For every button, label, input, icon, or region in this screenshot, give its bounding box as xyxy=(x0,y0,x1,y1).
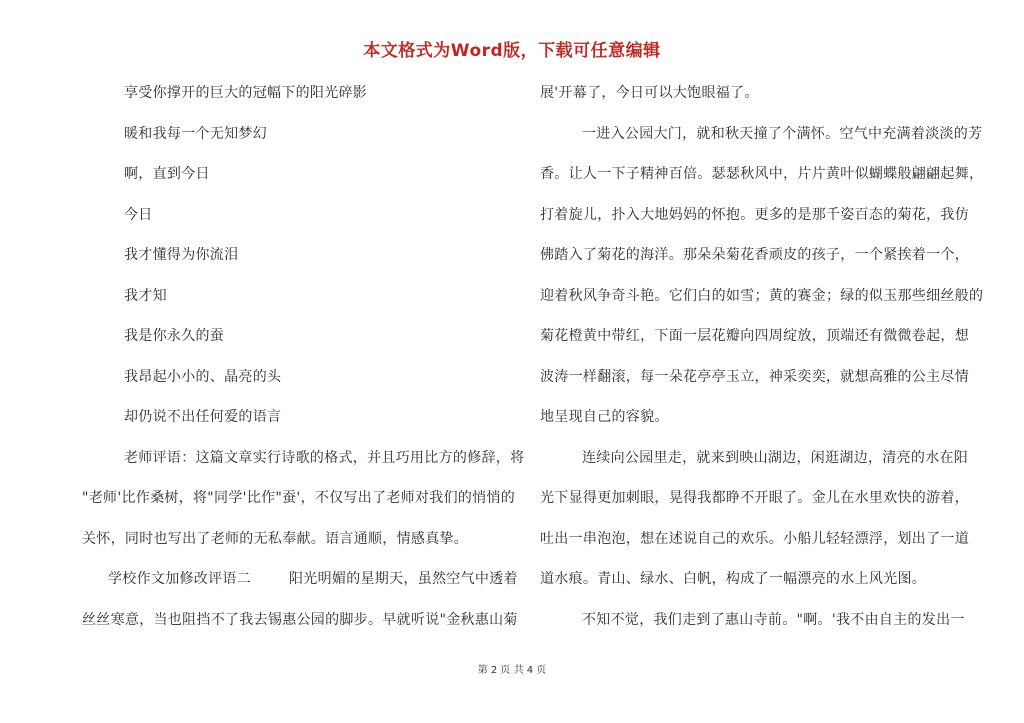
poem-line: 我才懂得为你流泪 xyxy=(124,247,239,263)
poem-line: 啊，直到今日 xyxy=(124,166,210,182)
essay-line: 丝丝寒意，当也阻挡不了我去锡惠公园的脚步。早就听说"金秋惠山菊 xyxy=(82,611,518,628)
poem-line: 却仍说不出任何爱的语言 xyxy=(124,409,282,425)
essay-line: 连续向公园里走，就来到映山湖边，闲逛湖边，清亮的水在阳 xyxy=(582,449,969,466)
poem-line: 今日 xyxy=(124,206,153,223)
poem-line: 暖和我每一个无知梦幻 xyxy=(124,125,267,142)
essay-line: 一进入公园大门，就和秋天撞了个满怀。空气中充满着淡淡的芳 xyxy=(582,125,983,142)
left-column xyxy=(82,85,525,653)
right-column xyxy=(540,85,984,653)
essay-line: 波涛一样翻滚，每一朵花亭亭玉立，神采奕奕，就想高雅的公主尽情 xyxy=(540,368,969,385)
document-banner: 本文格式为Word版，下载可任意编辑 xyxy=(363,41,661,61)
essay-line: 迎着秋风争奇斗艳。它们白的如雪；黄的赛金；绿的似玉那些细丝般的 xyxy=(540,287,984,304)
teacher-comment-line: 关怀，同时也写出了老师的无私奉献。语言通顺，情感真挚。 xyxy=(82,530,469,547)
section-title: 学校作文加修改评语二 xyxy=(108,571,251,587)
essay-line: 道水痕。青山、绿水、白帆，构成了一幅漂亮的水上风光图。 xyxy=(540,571,927,587)
section-heading-line xyxy=(82,571,518,613)
teacher-comment-line: 老师评语：这篇文章实行诗歌的格式，并且巧用比方的修辞，将 xyxy=(124,449,525,466)
page-number-footer: 第 2 页 共 4 页 xyxy=(477,665,547,676)
poem-line: 我才知 xyxy=(124,287,167,304)
essay-line: 吐出一串泡泡，想在述说自己的欢乐。小船儿轻轻漂浮，划出了一道 xyxy=(540,530,969,547)
essay-line: 展'开幕了，今日可以大饱眼福了。 xyxy=(540,85,759,101)
essay-line: 不知不觉，我们走到了惠山寺前。"啊。'我不由自主的发出一 xyxy=(582,611,965,628)
essay-line: 佛踏入了菊花的海洋。那朵朵菊花香顽皮的孩子，一个紧挨着一个， xyxy=(540,247,969,263)
teacher-comment-line: "老师'比作桑树，将"同学'比作"蚕'，不仅写出了老师对我们的悄悄的 xyxy=(82,490,516,506)
poem-line: 我昂起小小的、晶亮的头 xyxy=(124,368,282,385)
essay-line: 光下显得更加刺眼，晃得我都睁不开眼了。金儿在水里欢快的游着， xyxy=(540,490,969,506)
poem-line: 享受你撑开的巨大的冠幅下的阳光碎影 xyxy=(124,85,368,101)
essay-line: 香。让人一下子精神百倍。瑟瑟秋风中，片片黄叶似蝴蝶般翩翩起舞， xyxy=(540,166,984,182)
poem-line: 我是你永久的蚕 xyxy=(124,328,225,344)
essay-line: 菊花橙黄中带红，下面一层花瓣向四周绽放，顶端还有微微卷起，想 xyxy=(540,328,969,344)
essay-line: 打着旋儿，扑入大地妈妈的怀抱。更多的是那千姿百态的菊花，我仿 xyxy=(540,206,969,223)
section-opening-text: 阳光明媚的星期天，虽然空气中透着 xyxy=(289,571,518,587)
essay-line: 地呈现自己的容貌。 xyxy=(540,409,669,425)
